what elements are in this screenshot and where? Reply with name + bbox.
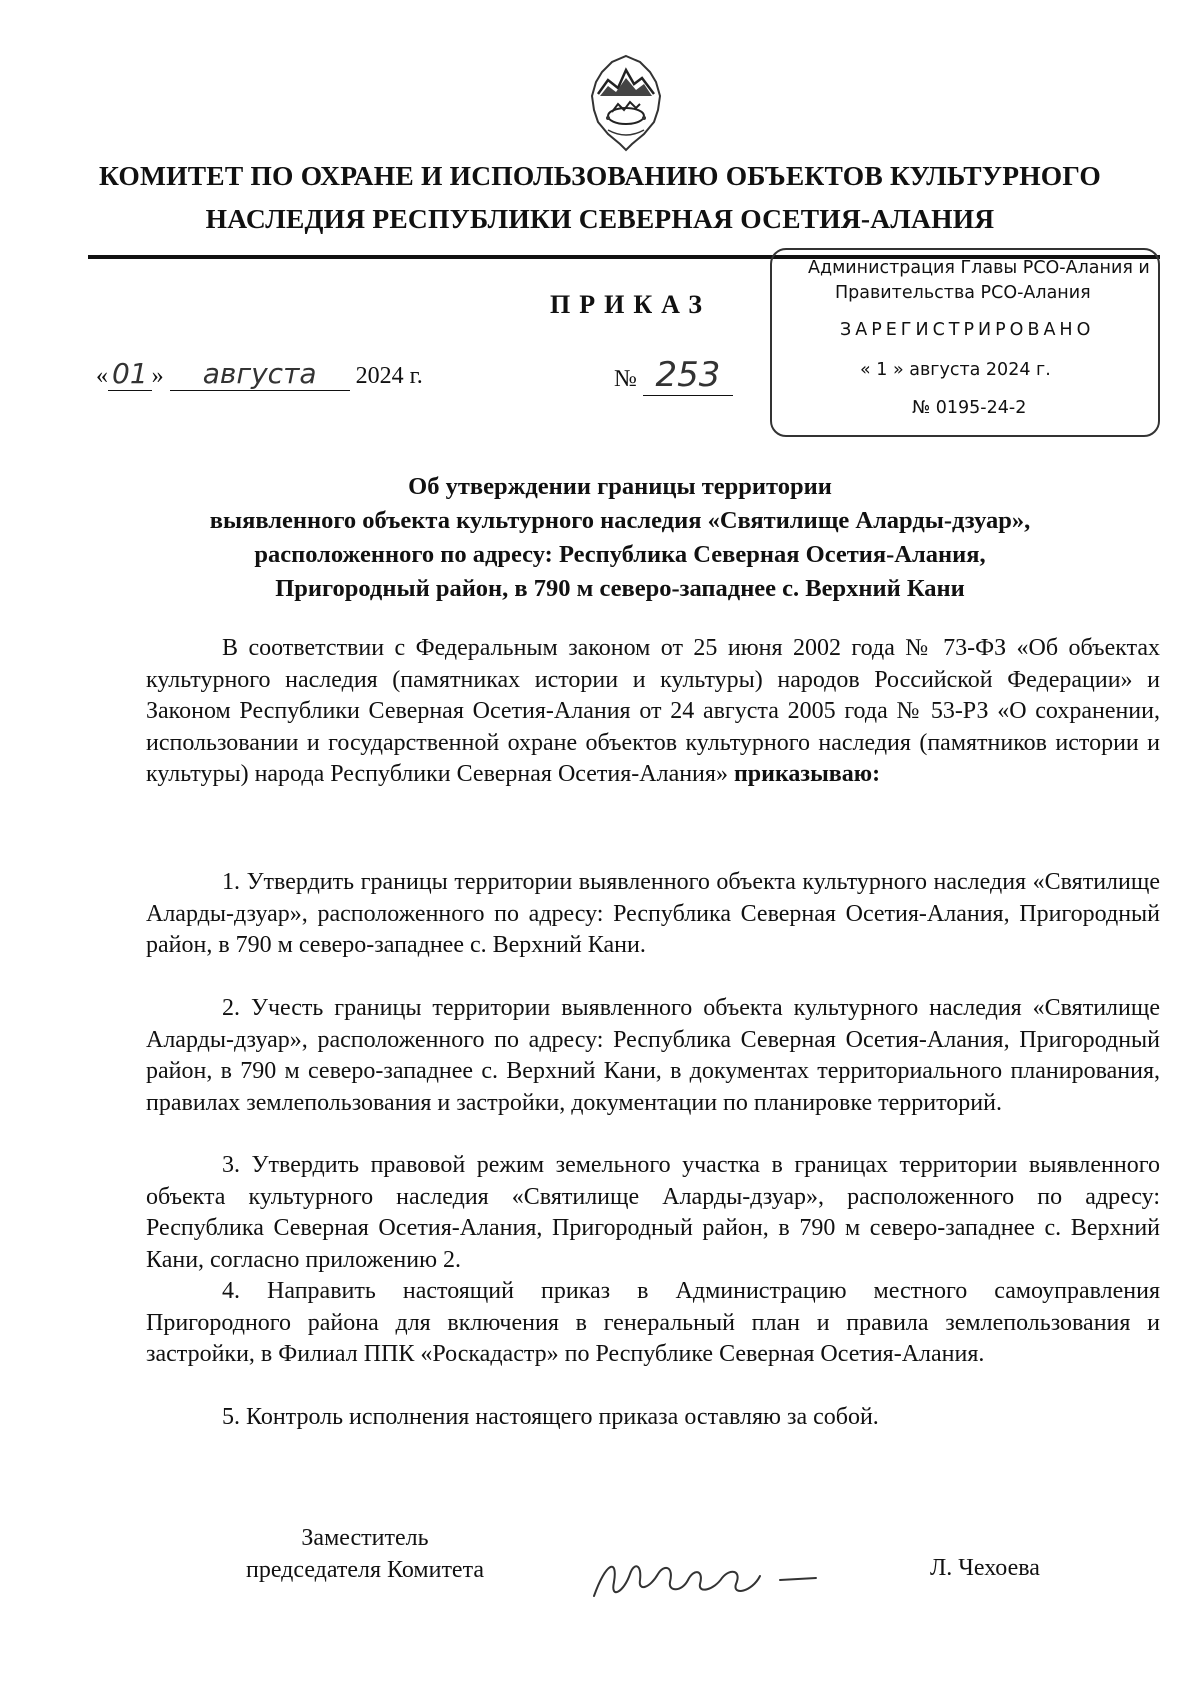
order-number bbox=[614, 355, 733, 396]
coat-of-arms-emblem bbox=[578, 52, 674, 154]
title-line-3: расположенного по адресу: Республика Северная Осетия-Алания, bbox=[254, 541, 986, 568]
order-number-value: 253 bbox=[643, 355, 733, 396]
order-day: 01 bbox=[108, 357, 152, 391]
order-item-3: 3. Утвердить правовой режим земельного участка в границах территории выявленного объекта культурного наследия «Святилище Аларды-дзуар», расположенного по адресу: Республика Северная Осетия-Алания, Пригородный район, в 790 м северо-западнее с. Верхний Кани, согласно приложению 2. bbox=[146, 1152, 1160, 1273]
handwritten-signature bbox=[584, 1552, 844, 1606]
stamp-line-1: Администрация Главы РСО-Алания и bbox=[808, 258, 1150, 278]
stamp-registered: ЗАРЕГИСТРИРОВАНО bbox=[840, 320, 1095, 340]
order-item-5: 5. Контроль исполнения настоящего приказа оставляю за собой. bbox=[222, 1404, 879, 1430]
document-type-heading: ПРИКАЗ bbox=[550, 290, 712, 319]
preamble-paragraph bbox=[146, 633, 1160, 791]
title-line-1: Об утверждении границы территории bbox=[408, 473, 832, 500]
order-month: августа bbox=[170, 357, 350, 391]
order-date bbox=[96, 357, 423, 391]
position-line-2: председателя Комитета bbox=[245, 1557, 485, 1583]
stamp-reg-number: № 0195-24-2 bbox=[912, 398, 1027, 418]
preamble-decision: приказываю: bbox=[733, 761, 881, 787]
document-title bbox=[160, 470, 1080, 606]
signatory-name: Л. Чехоева bbox=[930, 1555, 1040, 1581]
title-line-2: выявленного объекта культурного наследия «Святилище Аларды-дзуар», bbox=[209, 507, 1031, 534]
organization-name-line2: НАСЛЕДИЯ РЕСПУБЛИКИ СЕВЕРНАЯ ОСЕТИЯ-АЛАНИЯ bbox=[205, 203, 995, 234]
signatory-position bbox=[215, 1522, 515, 1586]
organization-name-line1: КОМИТЕТ ПО ОХРАНЕ И ИСПОЛЬЗОВАНИЮ ОБЪЕКТОВ КУЛЬТУРНОГО bbox=[98, 160, 1102, 191]
stamp-line-2: Правительства РСО-Алания bbox=[835, 283, 1091, 303]
number-sign: № bbox=[614, 366, 637, 392]
order-year: 2024 г. bbox=[355, 363, 423, 389]
date-close-quote: » bbox=[151, 363, 164, 389]
order-item-1: 1. Утвердить границы территории выявленного объекта культурного наследия «Святилище Аларды-дзуар», расположенного по адресу: Республика Северная Осетия-Алания, Пригородный район, в 790 м северо-западнее с. Верхний Кани. bbox=[146, 869, 1160, 958]
order-item-4: 4. Направить настоящий приказ в Администрацию местного самоуправления Пригородного района для включения в генеральный план и правила землепользования и застройки, в Филиал ППК «Роскадастр» по Республике Северная Осетия-Алания. bbox=[146, 1278, 1160, 1367]
stamp-date: « 1 » августа 2024 г. bbox=[860, 360, 1051, 380]
title-line-4: Пригородный район, в 790 м северо-западнее с. Верхний Кани bbox=[275, 575, 965, 602]
preamble-text: В соответствии с Федеральным законом от 25 июня 2002 года № 73-ФЗ «Об объектах культурного наследия (памятниках истории и культуры) народов Российской Федерации» и Законом Республики Северная Осетия-Алания от 24 августа 2005 года № 53-РЗ «О сохранении, использовании и государственной охране объектов культурного наследия (памятников истории и культуры) народа Республики Северная Осетия-Алания» bbox=[146, 635, 1160, 787]
order-item-2: 2. Учесть границы территории выявленного объекта культурного наследия «Святилище Аларды-дзуар», расположенного по адресу: Республика Северная Осетия-Алания, Пригородный район, в 790 м северо-западнее с. Верхний Кани, в документах территориального планирования, правилах землепользования и застройки, документации по планировке территорий. bbox=[146, 995, 1160, 1116]
position-line-1: Заместитель bbox=[301, 1525, 429, 1551]
date-open-quote: « bbox=[96, 363, 108, 389]
